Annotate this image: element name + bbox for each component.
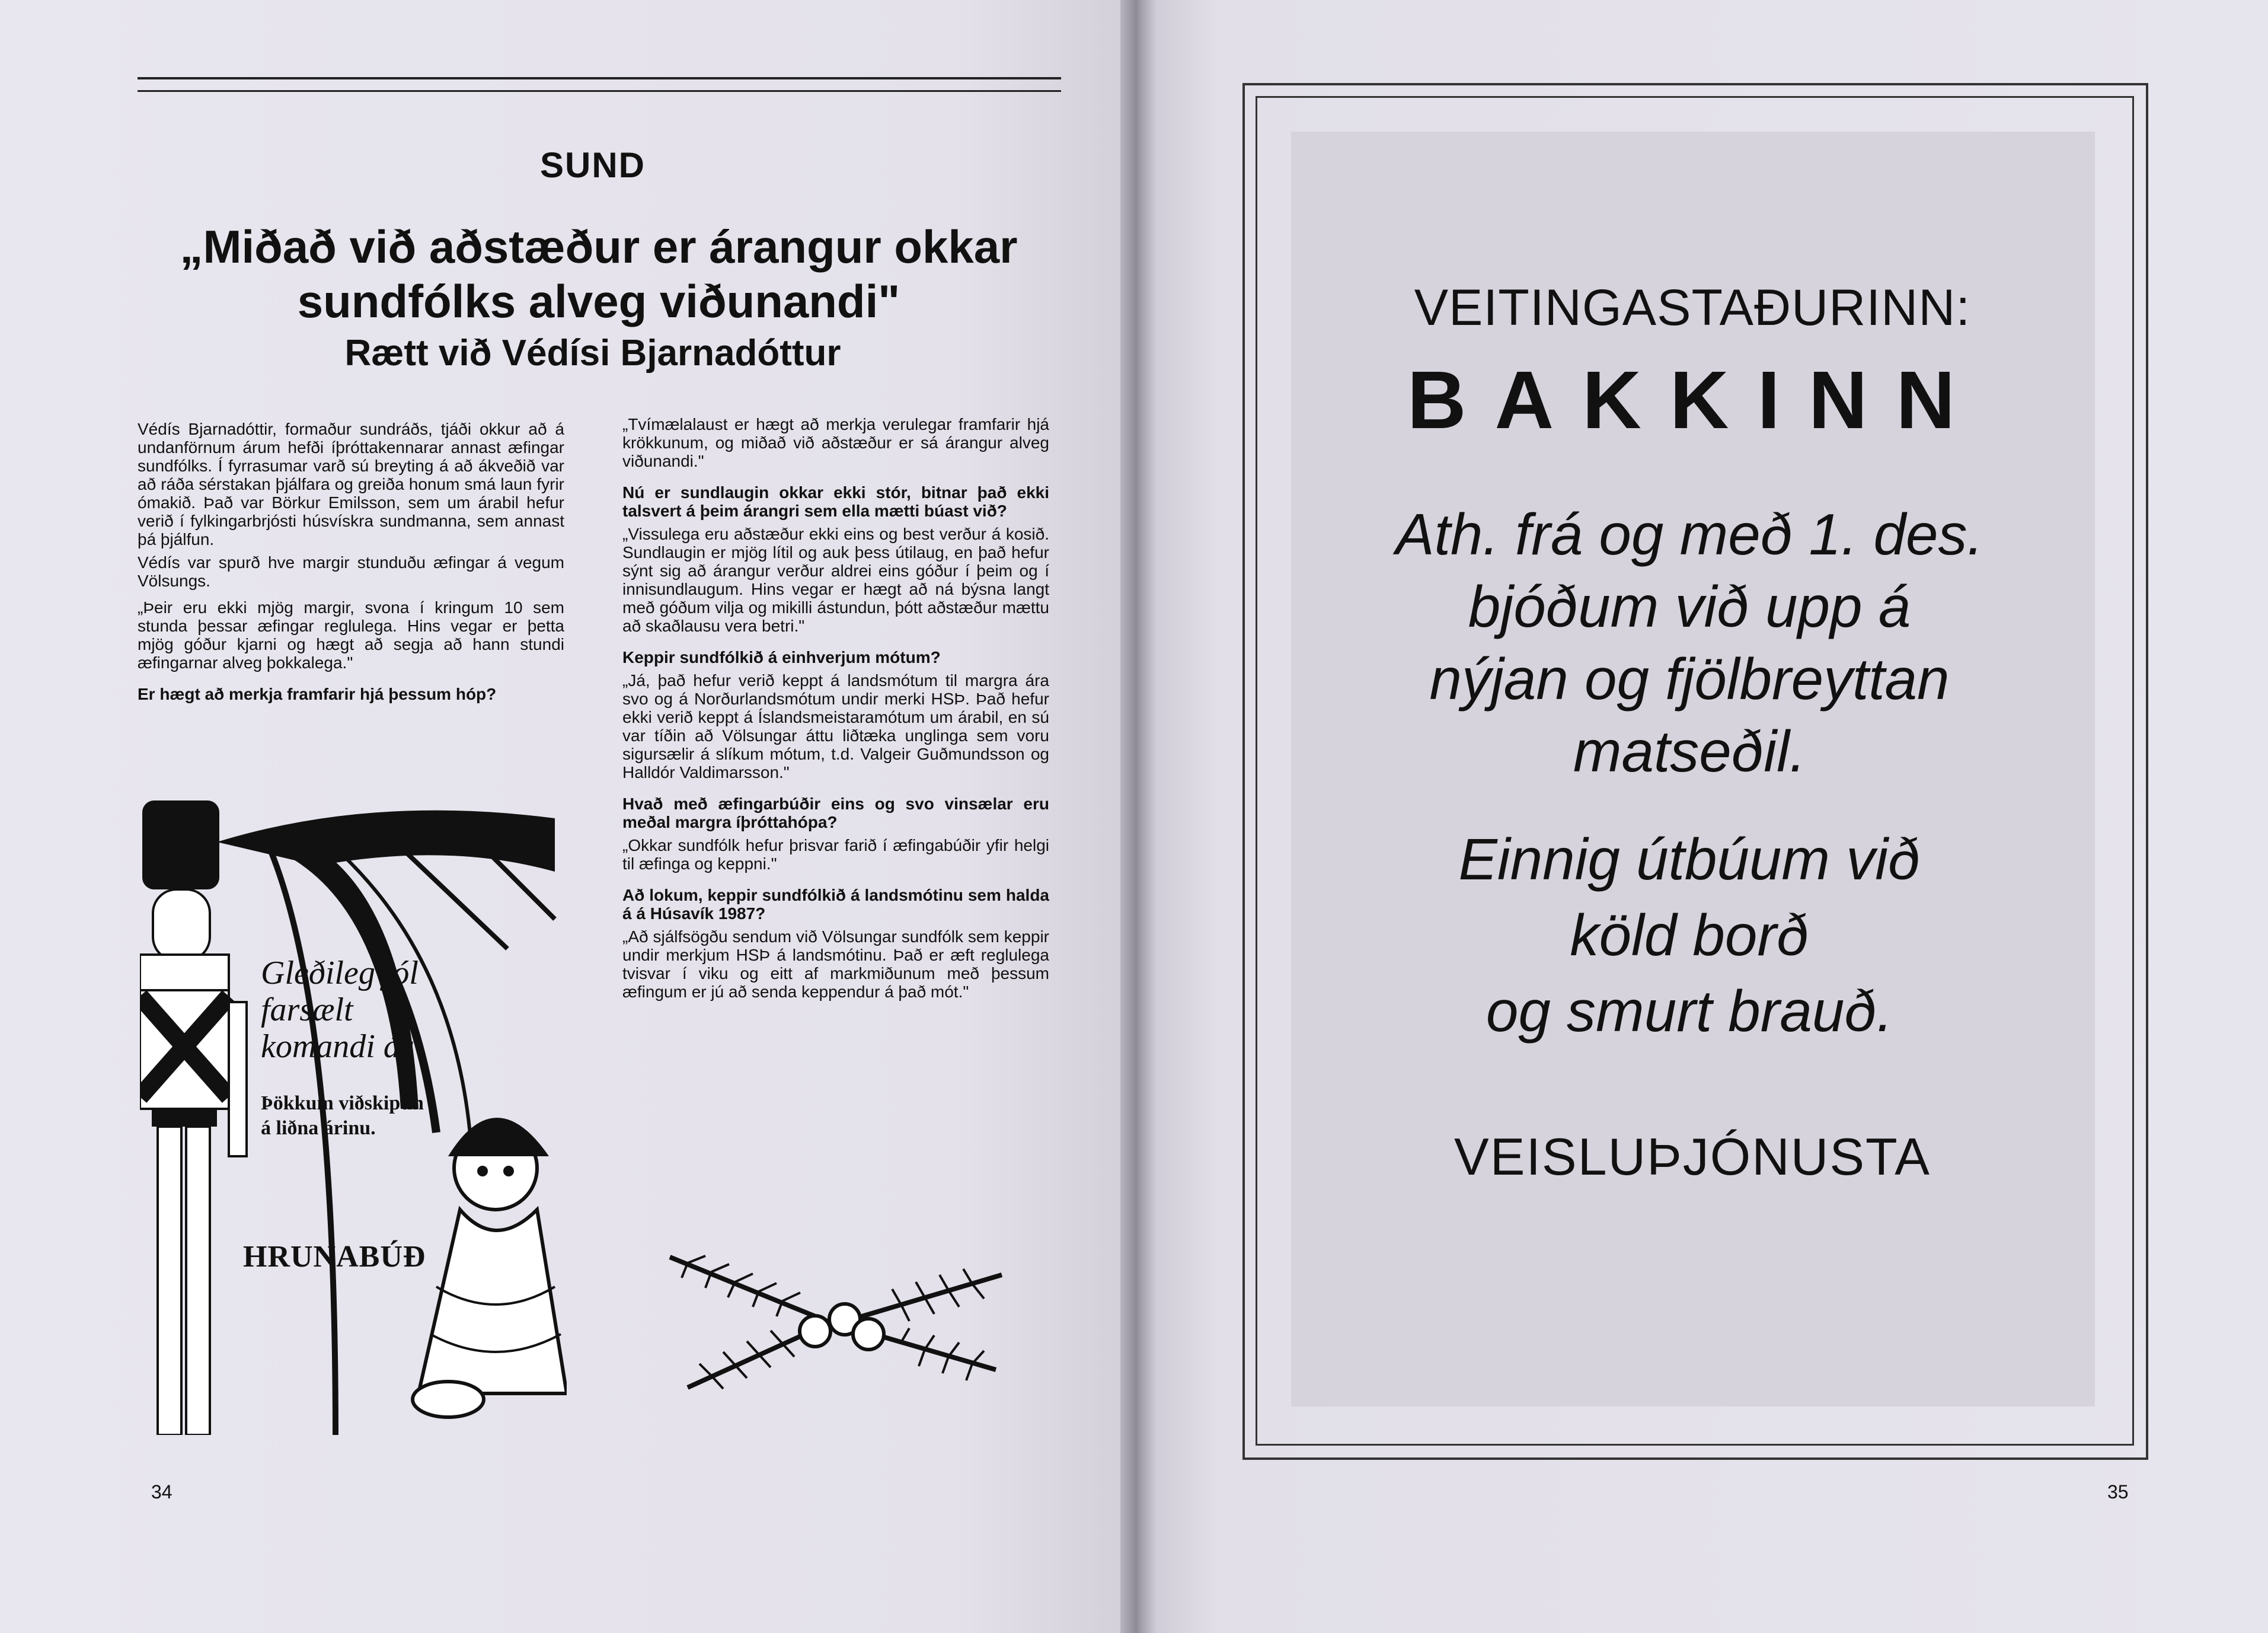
pine-branch-ornament: [664, 1251, 1008, 1393]
ad-company-name: HRUNABÚÐ: [243, 1240, 426, 1274]
ad-line: bjóðum við upp á: [1468, 574, 1911, 639]
article-subheadline: Rætt við Védísi Bjarnadóttur: [344, 333, 841, 374]
headline-line: „Miðað við aðstæður er árangur okkar: [180, 221, 1018, 273]
interview-question: Nú er sundlaugin okkar ekki stór, bitnar það ekki talsvert á þeim árangri sem ella mætti búast við?: [622, 483, 1049, 520]
paragraph: „Tvímælalaust er hægt að merkja verulegar framfarir hjá krökkunum, og miðað við aðstæður er sá árangur alveg viðunandi.": [622, 415, 1049, 470]
ad-body-2: [1304, 821, 2075, 1049]
interview-question: Keppir sundfólkið á einhverjum mótum?: [622, 648, 941, 666]
headline-line: sundfólks alveg viðunandi": [297, 275, 900, 327]
paragraph: „Já, það hefur verið keppt á landsmótum til margra ára svo og á Norðurlandsmótum undir merki HSÞ. Það hefur ekki verið keppt á Íslandsmeistaramótum um árabil, en sú var tíðin að Völsungar áttu liðtæka unglinga sem voru sigursælir á slíkum mótum, t.d. Valgeir Guðmundsson og Halldór Valdimarsson.": [622, 671, 1049, 782]
interview-question: Er hægt að merkja framfarir hjá þessum hóp?: [138, 685, 497, 703]
ad-line: köld borð: [1570, 902, 1809, 968]
catering-service: VEISLUÞJÓNUSTA: [1454, 1127, 1931, 1186]
paragraph: „Þeir eru ekki mjög margir, svona í kringum 10 sem stunda þessar æfingar reglulega. Hins vegar er þetta mjög góður kjarni og hægt að segja að hann stundi æfingarnar alveg þokkalega.": [138, 598, 564, 672]
paragraph: „Okkar sundfólk hefur þrisvar farið í æfingabúðir yfir helgi til æfinga og keppni.": [622, 836, 1049, 873]
greeting-line: farsælt: [261, 991, 353, 1028]
paragraph: „Vissulega eru aðstæður ekki eins og best verður á kosið. Sundlaugin er mjög lítil og auk þess útilaug, en það hefur sýnt sig að árangur verður aldrei eins góður í þeim og í innisundlaugum. Hins vegar er hægt að ná býsna langt með góðum vilja og mikilli ástundun, þótt aðstæður mættu að skaðlausu vera betri.": [622, 525, 1049, 635]
ad-greeting: [261, 955, 522, 1065]
greeting-line: Gleðileg jól: [261, 955, 419, 991]
ad-line: Einnig útbúum við: [1458, 827, 1921, 892]
restaurant-label: VEITINGASTAÐURINN:: [1414, 279, 1971, 336]
ad-body-1: [1304, 498, 2075, 787]
thanks-line: á liðna árinu.: [261, 1117, 376, 1139]
interview-question: Hvað með æfingarbúðir eins og svo vinsælar eru meðal margra íþróttahópa?: [622, 795, 1049, 831]
book-gutter: [1120, 0, 1156, 1633]
article-column-1: [138, 420, 564, 708]
ad-line: nýjan og fjölbreyttan: [1429, 646, 1950, 712]
paragraph: Védís var spurð hve margir stunduðu æfingar á vegum Völsungs.: [138, 553, 564, 590]
restaurant-name: BAKKINN: [1407, 355, 1984, 446]
page-number: 35: [2107, 1481, 2129, 1503]
interview-question: Að lokum, keppir sundfólkið á landsmótinu sem halda á á Húsavík 1987?: [622, 886, 1049, 923]
paragraph: Védís Bjarnadóttir, formaður sundráðs, tjáði okkur að á undanförnum árum hefði íþróttakennarar annast æfingar sundfólks. Í fyrrasumar varð sú breyting á að ákveðið var að ráða sérstakan þjálfara og greiða honum smá laun fyrir ómakið. Það var Börkur Emilsson, sem um árabil hefur verið í fylkingarbrjósti húsvískra sundmanna, sem annast þá þjálfun.: [138, 420, 564, 548]
greeting-line: komandi ár: [261, 1028, 413, 1065]
article-headline: [148, 219, 1049, 328]
section-title: SUND: [539, 145, 646, 185]
ad-line: og smurt brauð.: [1486, 978, 1893, 1044]
toy-soldier-illustration: [140, 800, 247, 1435]
page-number: 34: [151, 1481, 173, 1503]
article-column-2: [622, 415, 1049, 1006]
header-rule: [138, 77, 1061, 79]
ad-line: matseðil.: [1573, 719, 1806, 784]
doll-illustration: [413, 1118, 567, 1417]
paragraph: „Að sjálfsögðu sendum við Völsungar sundfólk sem keppir undir merkjum HSÞ á landsmótinu. Það er æft reglulega tvisvar í viku og eitt af markmiðunum með þessum æfingum er jú að senda keppendur á það mót.": [622, 927, 1049, 1001]
ad-line: Ath. frá og með 1. des.: [1395, 502, 1983, 567]
ad-thanks: [261, 1091, 498, 1141]
header-rule: [138, 90, 1061, 92]
thanks-line: Þökkum viðskiptin: [261, 1092, 424, 1114]
